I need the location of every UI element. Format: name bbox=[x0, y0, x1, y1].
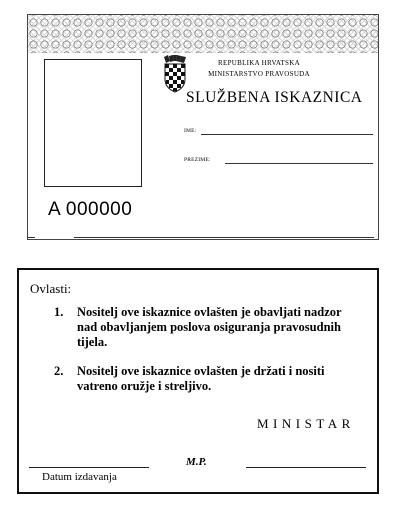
security-pattern-band bbox=[28, 15, 378, 53]
surname-field-line bbox=[225, 163, 373, 164]
authority-title: Ovlasti: bbox=[30, 281, 72, 296]
surname-label: PREZIME: bbox=[184, 157, 211, 163]
seal-label: M.P. bbox=[186, 456, 207, 468]
bottom-mark-left bbox=[27, 237, 35, 238]
signatory-title: MINISTAR bbox=[257, 416, 355, 431]
id-card-back bbox=[17, 268, 379, 494]
card-title: SLUŽBENA ISKAZNICA bbox=[186, 89, 363, 106]
name-field-line bbox=[201, 134, 373, 135]
signature-line bbox=[246, 467, 366, 468]
id-card-front bbox=[27, 14, 379, 240]
ministry-name: MINISTARSTVO PRAVOSUDA bbox=[208, 70, 310, 78]
item-text: Nositelj ove iskaznice ovlašten je držati i nositi vatreno oružje i streljivo. bbox=[77, 364, 325, 393]
serial-number: A 000000 bbox=[48, 199, 133, 220]
bottom-line bbox=[74, 237, 374, 238]
item-number: 2. bbox=[54, 364, 64, 378]
date-line bbox=[29, 467, 149, 468]
item-number: 1. bbox=[54, 305, 64, 319]
country-name: REPUBLIKA HRVATSKA bbox=[218, 59, 300, 67]
photo-placeholder bbox=[44, 59, 142, 187]
name-label: IME: bbox=[184, 128, 197, 134]
item-text: Nositelj ove iskaznice ovlašten je obavljati nadzor nad obavljanjem poslova osiguranja pravosudnih tijela. bbox=[77, 305, 342, 349]
coat-of-arms-icon bbox=[162, 55, 188, 93]
date-label: Datum izdavanja bbox=[42, 471, 117, 483]
